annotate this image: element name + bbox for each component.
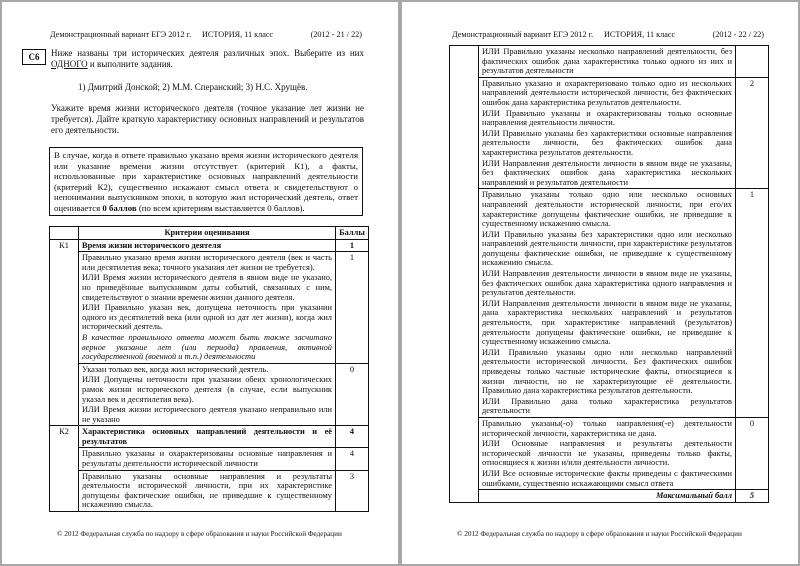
page-22 [402,2,798,564]
desc-paragraph: ИЛИ Основные направления и результаты деятельности исторической личности не указаны, приведены только факты, относящиеся к жизни и/или деятельности личности. [482,439,732,468]
table-row [50,363,369,426]
header-subject: ИСТОРИЯ, 11 класс [604,30,676,39]
table-row [50,252,369,364]
row-points: 4 [336,448,369,470]
task-intro [51,48,364,70]
note-text: В случае, когда в ответе правильно указано время жизни исторического деятеля или указание времени жизни отсутствует (критерий К1), а факты, использованные при характеристике основных направлений деятельности (критерий К2), существенно искажают смысл ответа и свидетельствуют о непонимании выпускником эпохи, в которую жил исторический деятель, ответ оценивается [54,150,358,213]
header-criteria: Критерии оценивания [79,227,336,240]
row-points: 0 [336,363,369,426]
table-row [450,46,769,78]
table-header-row [50,227,369,240]
desc-italic-note: В качестве правильного ответа может быть также засчитано верное указание лет (или периода) правления, активной государственной (военной и т.п.) деятельности [82,332,332,362]
criterion-title: Время жизни исторического деятеля [79,239,336,252]
criterion-description [79,448,336,470]
desc-paragraph: ИЛИ Время жизни исторического деятеля в явном виде не указано, но приведённые выпускником даты событий, связанных с ним, свидетельствуют о знании времени жизни данного деятеля. [82,273,332,302]
table-row-k1-title [50,239,369,252]
intro-text: Ниже названы три исторических деятеля различных эпох. Выберите из них [51,48,364,58]
desc-paragraph: Указан только век, когда жил исторический деятель. [82,364,269,374]
criterion-max-points: 4 [336,426,369,448]
table-row [450,189,769,418]
desc-paragraph: ИЛИ Направления деятельности личности в явном виде не указаны, дана характеристика нескольких направлений и результатов деятельности, при характеристике направлений (результатов) деятельности допущены фактические ошибки, не приведшие к существенному искажению смысла. [482,298,732,347]
desc-paragraph: Правильно указаны только одно или несколько основных направлений деятельности исторической личности, при его/их характеристике допущены фактические ошибки, не приведшие к существенному искажению смысла. [482,190,732,229]
table-row [450,77,769,189]
task-instruction: Укажите время жизни исторического деятеля (точное указание лет жизни не требуется). Дайте краткую характеристику основных направлений и результатов его деятельности. [51,103,364,135]
row-points [736,46,769,78]
desc-paragraph: Правильно указаны основные направления и результаты деятельности исторической личности, при их характеристике допущены фактические ошибки, не приведшие к существенному искажению смысла. [82,471,332,510]
row-points: 2 [736,77,769,189]
copyright-footer: © 2012 Федеральная служба по надзору в сфере образования и науки Российской Федерации [457,530,742,538]
note-bold: 0 баллов [102,202,137,213]
desc-paragraph: ИЛИ Правильно указан век, допущена неточность при указании одного из десятилетий века (или одной из дат лет жизни), когда жил исторический деятель. [82,303,332,332]
header-subject: ИСТОРИЯ, 11 класс [202,30,274,39]
criterion-title: Характеристика основных направлений деятельности и её результатов [79,426,336,448]
copyright-footer: © 2012 Федеральная служба по надзору в сфере образования и науки Российской Федерации [57,530,342,538]
desc-paragraph: ИЛИ Направления деятельности личности в явном виде не указаны, без фактических ошибок дана характеристика нескольких направлений и результатов деятельности [482,158,732,187]
desc-paragraph: ИЛИ Правильно дана только характеристика результатов деятельности [482,396,732,416]
desc-paragraph: ИЛИ Правильно указаны без характеристики одно или несколько направлений деятельности личности, при характеристике результатов допущены фактические ошибки, не приведшие к существенному искажению смысла. [482,229,732,268]
header-points: Баллы [336,227,369,240]
table-row-max-score [450,490,769,503]
desc-paragraph: ИЛИ Допущены неточности при указании обеих хронологических рамок жизни исторического деятеля (в случае, если выпускник указал век и десятилетия века). [82,375,332,404]
note-text-end: (по всем критериям выставляется 0 баллов). [136,202,305,213]
desc-paragraph: ИЛИ Правильно указаны одно или несколько направлений деятельности исторической личности. Без фактических ошибок приведены только частные исторические факты, относящиеся к жизни личности, но не характеризующие её деятельности. Правильно дана характеристика результатов деятельности. [482,347,732,396]
desc-paragraph: Правильно указаны(-о) только направления(-е) деятельности исторической личности, характеристика не дана. [482,418,732,438]
intro-text-end: и выполните задания. [87,59,173,69]
intro-underlined: ОДНОГО [51,59,88,69]
desc-paragraph: ИЛИ Все основные исторические факты приведены с фактическими ошибками, существенно искажающими смысл ответа [482,468,732,488]
desc-paragraph: ИЛИ Правильно указаны без характеристики основные направления деятельности личности, без фактических ошибок дана характеристика результатов деятельности. [482,128,732,157]
criteria-table-continued [449,45,769,503]
table-row [50,448,369,470]
table-row [50,470,369,511]
max-score-label: Максимальный балл [479,490,736,503]
scoring-note-box [49,147,363,216]
row-points: 1 [336,252,369,364]
desc-paragraph: ИЛИ Время жизни исторического деятеля указано неправильно или не указано [82,405,332,424]
desc-paragraph: ИЛИ Правильно указаны несколько направлений деятельности, без фактических ошибок дана характеристика только одного из них и результатов деятельности [482,47,732,76]
table-row [450,417,769,489]
page-21 [2,2,398,564]
max-score-value: 5 [736,490,769,503]
criterion-description [479,189,736,418]
desc-paragraph: ИЛИ Правильно указаны и охарактеризованы только основные направления деятельности личности. [482,108,732,128]
criterion-description [479,46,736,78]
criterion-description [79,252,336,364]
task-number-badge: С6 [22,49,46,65]
header-code [50,227,79,240]
header-variant: Демонстрационный вариант ЕГЭ 2012 г. [452,30,594,39]
criterion-description [79,470,336,511]
row-points: 3 [336,470,369,511]
row-points: 0 [736,417,769,489]
desc-paragraph: Правильно указано и охарактеризовано только одно из нескольких направлений деятельности исторической личности, без фактических ошибок дана характеристика результатов деятельности. [482,78,732,107]
desc-paragraph: Правильно указаны и охарактеризованы основные направления и результаты деятельности исторической личности [82,449,332,469]
criterion-description [79,363,336,426]
historical-figures-list: 1) Дмитрий Донской; 2) М.М. Сперанский; 3) Н.С. Хрущёв. [78,82,308,92]
criterion-description [479,77,736,189]
row-points: 1 [736,189,769,418]
criteria-table [49,226,369,512]
criterion-code: К1 [50,239,79,426]
desc-paragraph: ИЛИ Направления деятельности личности в явном виде не указаны, без фактических ошибок дана характеристика одного направления и результатов деятельности. [482,269,732,298]
table-row-k2-title [50,426,369,448]
header-page-number: (2012 - 21 / 22) [310,30,362,39]
header-page-number: (2012 - 22 / 22) [712,30,764,39]
criterion-max-points: 1 [336,239,369,252]
criterion-code-empty [450,46,479,503]
desc-paragraph: Правильно указано время жизни исторического деятеля (век и часть или десятилетия века; точного указания лет жизни не требуется). [82,253,332,272]
criterion-code: К2 [50,426,79,512]
header-variant: Демонстрационный вариант ЕГЭ 2012 г. [50,30,192,39]
criterion-description [479,417,736,489]
